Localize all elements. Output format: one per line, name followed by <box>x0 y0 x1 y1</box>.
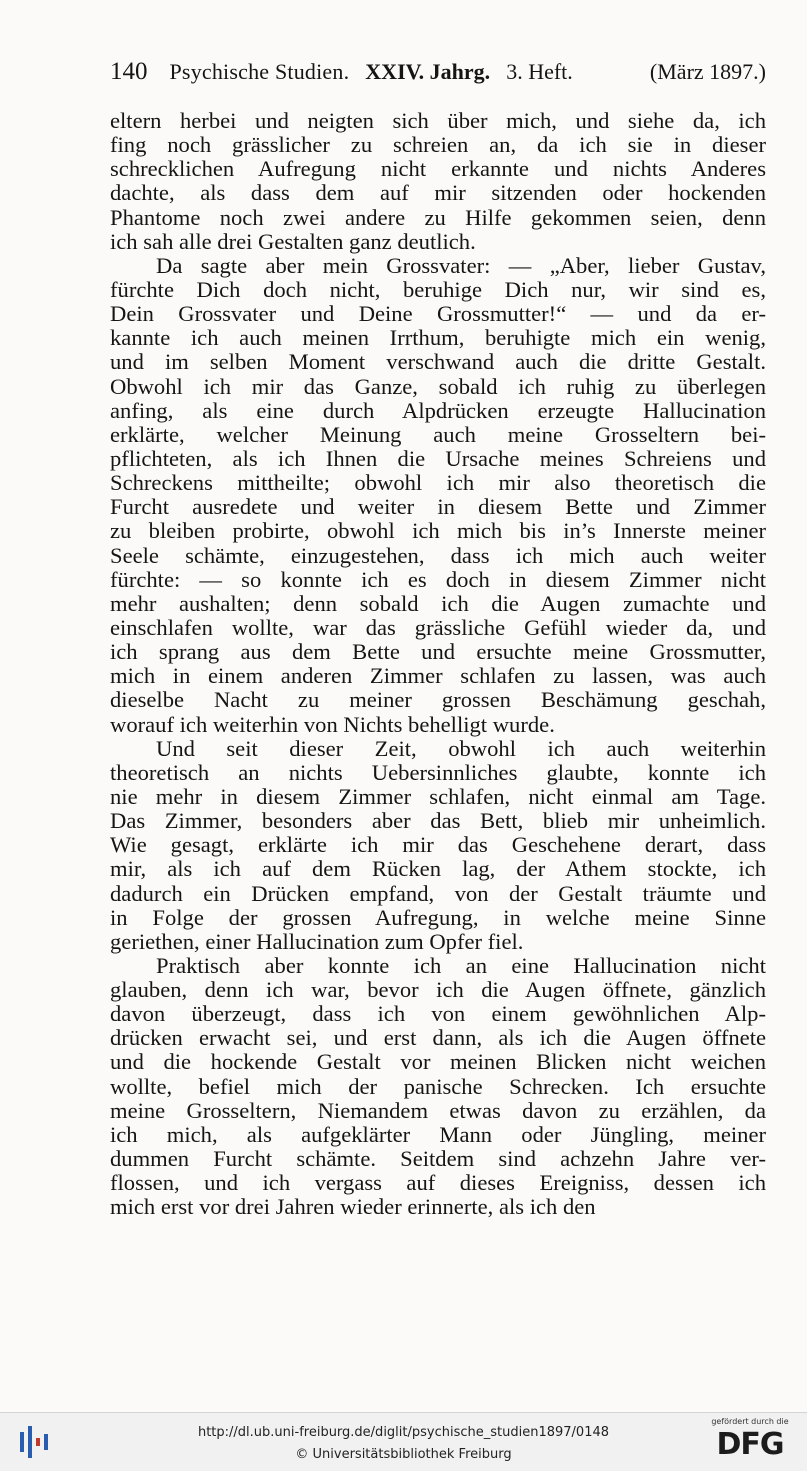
text-line: Und seit dieser Zeit, obwohl ich auch weiterhin <box>156 735 766 761</box>
text-line: meine Grosseltern, Niemandem etwas davon zu erzählen, da <box>110 1097 766 1123</box>
text-line: Furcht ausredete und weiter in diesem Bette und Zimmer <box>110 494 766 520</box>
body-text <box>110 109 766 1219</box>
text-line: Seele schämte, einzugestehen, dass ich mich auch weiter <box>110 542 766 568</box>
text-line: geriethen, einer Hallucination zum Opfer fiel. <box>110 928 524 954</box>
text-line: Praktisch aber konnte ich an eine Hallucination nicht <box>156 952 766 978</box>
copyright-notice: © Universitätsbibliothek Freiburg <box>295 1447 512 1462</box>
text-line: drücken erwacht sei, und erst dann, als ich die Augen öffnete <box>110 1025 766 1051</box>
text-line: kannte ich auch meinen Irrthum, beruhigte mich ein wenig, <box>110 325 766 351</box>
dfg-logo[interactable] <box>703 1417 797 1469</box>
text-line: und die hockende Gestalt vor meinen Blicken nicht weichen <box>110 1049 766 1075</box>
text-line: fing noch grässlicher zu schreien an, da ich sie in dieser <box>110 132 766 158</box>
text-line: einschlafen wollte, war das grässliche Gefühl wieder da, und <box>110 614 766 640</box>
text-line: dadurch ein Drücken empfand, von der Gestalt träumte und <box>110 880 766 906</box>
text-line: fürchte: — so konnte ich es doch in diesem Zimmer nicht <box>110 566 766 592</box>
text-line: wollte, befiel mich der panische Schrecken. Ich ersuchte <box>110 1073 766 1099</box>
viewer-footer <box>0 1412 807 1471</box>
text-line: eltern herbei und neigten sich über mich, und siehe da, ich <box>110 108 766 133</box>
page-number: 140 <box>110 58 148 85</box>
text-line: flossen, und ich vergass auf dieses Ereigniss, dessen ich <box>110 1170 766 1196</box>
text-line: Wie gesagt, erklärte ich mir das Geschehene derart, dass <box>110 832 766 858</box>
text-line: in Folge der grossen Aufregung, in welche meine Sinne <box>110 904 766 930</box>
text-line: mich in einem anderen Zimmer schlafen zu lassen, was auch <box>110 663 766 689</box>
text-line: Schreckens mittheilte; obwohl ich mir also theoretisch die <box>110 470 766 496</box>
journal-title: Psychische Studien. <box>169 59 350 84</box>
text-line: ich mich, als aufgeklärter Mann oder Jüngling, meiner <box>110 1121 766 1147</box>
text-line: ich sprang aus dem Bette und ersuchte meine Grossmutter, <box>110 639 766 665</box>
text-line: worauf ich weiterhin von Nichts behelligt wurde. <box>110 711 555 737</box>
text-line: pflichteten, als ich Ihnen die Ursache meines Schreiens und <box>110 445 766 471</box>
text-line: Da sagte aber mein Grossvater: — „Aber, lieber Gustav, <box>156 252 766 278</box>
permalink-url[interactable]: http://dl.ub.uni-freiburg.de/diglit/psychische_studien1897/0148 <box>197 1425 610 1440</box>
text-line: erklärte, welcher Meinung auch meine Grosseltern bei- <box>110 421 766 447</box>
text-line: Dein Grossvater und Deine Grossmutter!“ — und da er- <box>110 301 766 327</box>
text-line: nie mehr in diesem Zimmer schlafen, nicht einmal am Tage. <box>110 783 766 809</box>
text-line: Phantome noch zwei andere zu Hilfe gekommen seien, denn <box>110 204 766 230</box>
text-line: und im selben Moment verschwand auch die dritte Gestalt. <box>110 349 766 375</box>
text-line: mehr aushalten; denn sobald ich die Augen zumachte und <box>110 590 766 616</box>
text-line: dieselbe Nacht zu meiner grossen Beschämung geschah, <box>110 687 766 713</box>
text-line: mir, als ich auf dem Rücken lag, der Athem stockte, ich <box>110 856 766 882</box>
text-line: Obwohl ich mir das Ganze, sobald ich ruhig zu überlegen <box>110 373 766 399</box>
text-line: anfing, als eine durch Alpdrücken erzeugte Hallucination <box>110 397 766 423</box>
text-line: mich erst vor drei Jahren wieder erinnerte, als ich den <box>110 1194 596 1220</box>
text-line: fürchte Dich doch nicht, beruhige Dich nur, wir sind es, <box>110 276 766 302</box>
issue-date: (März 1897.) <box>649 59 766 84</box>
issue-label: 3. Heft. <box>506 59 573 84</box>
text-line: dummen Furcht schämte. Seitdem sind achzehn Jahre ver- <box>110 1146 766 1172</box>
text-line: schrecklichen Aufregung nicht erkannte und nichts Anderes <box>110 156 766 182</box>
dfg-funding-note: gefördert durch die <box>711 1417 789 1426</box>
running-header <box>110 58 766 90</box>
text-line: davon überzeugt, dass ich von einem gewöhnlichen Alp- <box>110 1001 766 1027</box>
text-line: dachte, als dass dem auf mir sitzenden oder hockenden <box>110 180 766 206</box>
text-line: ich sah alle drei Gestalten ganz deutlich. <box>110 228 476 254</box>
volume-label: XXIV. Jahrg. <box>365 59 491 84</box>
text-line: glauben, denn ich war, bevor ich die Augen öffnete, gänzlich <box>110 977 766 1003</box>
text-line: theoretisch an nichts Uebersinnliches glaubte, konnte ich <box>110 759 766 785</box>
dfg-logo-text: DFG <box>716 1427 784 1462</box>
text-line: zu bleiben probirte, obwohl ich mich bis in’s Innerste meiner <box>110 518 766 544</box>
text-line: Das Zimmer, besonders aber das Bett, blieb mir unheimlich. <box>110 808 766 834</box>
